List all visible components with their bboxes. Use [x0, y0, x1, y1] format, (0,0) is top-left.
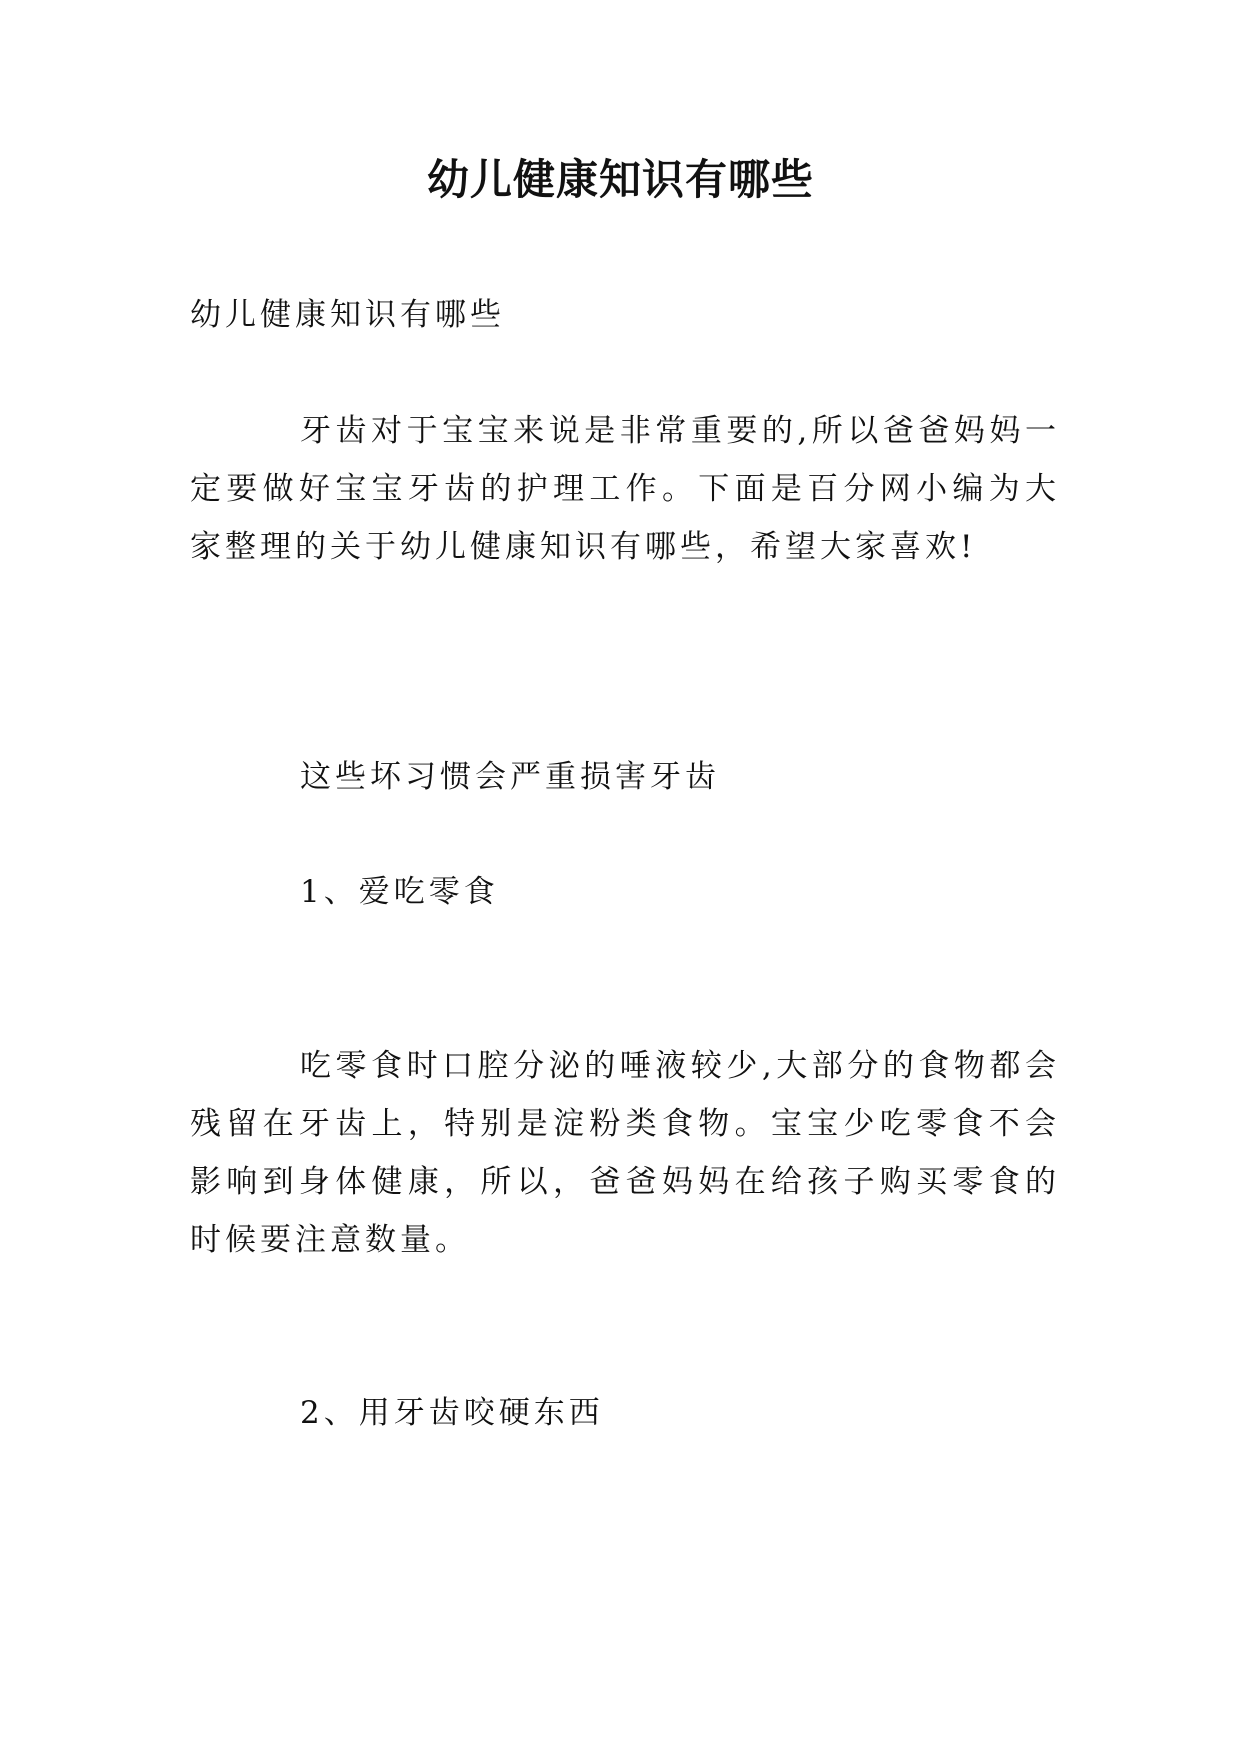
- item1-paragraph: 吃零食时口腔分泌的唾液较少,大部分的食物都会残留在牙齿上，特别是淀粉类食物。宝宝少吃零食不会影响到身体健康，所以，爸爸妈妈在给孩子购买零食的时候要注意数量。: [190, 1048, 1060, 1258]
- item2-heading: 2、用牙齿咬硬东西: [300, 1395, 604, 1431]
- intro-paragraph: 牙齿对于宝宝来说是非常重要的,所以爸爸妈妈一定要做好宝宝牙齿的护理工作。下面是百分网小编为大家整理的关于幼儿健康知识有哪些，希望大家喜欢!: [190, 413, 1060, 565]
- section-heading: 这些坏习惯会严重损害牙齿: [300, 759, 720, 795]
- document-title: 幼儿健康知识有哪些: [426, 155, 814, 204]
- item1-heading: 1、爱吃零食: [300, 874, 499, 910]
- document-subtitle: 幼儿健康知识有哪些: [190, 297, 505, 333]
